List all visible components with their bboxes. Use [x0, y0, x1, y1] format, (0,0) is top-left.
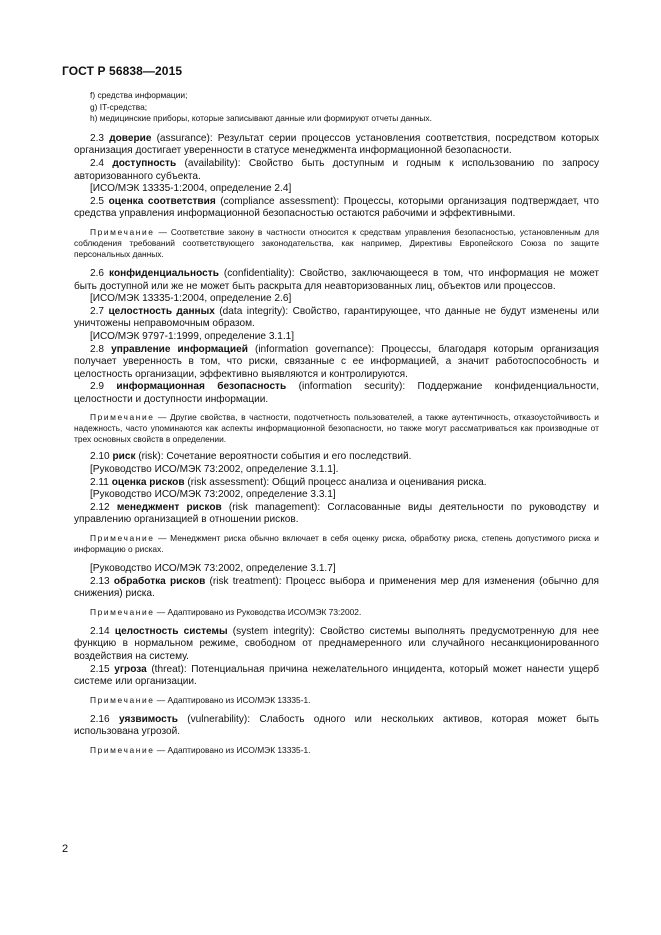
term-definition: (confidentiality): Свойство, заключающееся в том, что информация не может быть доступной или же не может быть раскрыта для неавторизованных лиц, объектов или процессов.: [74, 267, 599, 292]
term-name: доступность: [112, 157, 177, 169]
term-2-16: [74, 714, 599, 739]
page-number: 2: [62, 843, 69, 855]
note: [74, 227, 599, 260]
term-number: 2.11: [90, 476, 109, 488]
term-2-4: [74, 158, 599, 183]
note-label: Примечание: [90, 226, 155, 237]
term-definition: (risk treatment): Процесс выбора и применения мер для изменения (обычно для снижения) риска.: [74, 575, 600, 600]
term-definition: (data integrity): Свойство, гарантирующее, что данные не будут изменены или уничтожены неправомочным образом.: [74, 305, 599, 330]
term-2-10: [74, 451, 599, 464]
term-name: информационная безопасность: [116, 381, 287, 393]
term-2-9: [74, 381, 599, 406]
term-name: уязвимость: [118, 713, 178, 725]
term-definition: (information governance): Процессы, благодаря которым организация получает уверенность в том, что риски, связанные с ее информацией, а значит работоспособность и целостность организации, эффективно выявляются и контролируются.: [74, 343, 599, 380]
note: [74, 533, 599, 555]
term-definition: (information security): Поддержание конфиденциальности, целостности и доступности информации.: [74, 381, 599, 405]
term-number: 2.10: [90, 451, 110, 463]
term-number: 2.8: [90, 343, 105, 355]
term-number: 2.13: [90, 575, 110, 587]
term-name: доверие: [109, 132, 152, 144]
term-name: целостность системы: [114, 625, 228, 637]
term-number: 2.7: [90, 305, 105, 317]
term-name: оценка соответствия: [108, 195, 216, 207]
note: [74, 695, 599, 706]
term-definition: (risk assessment): Общий процесс анализа и оценивания риска.: [184, 476, 487, 488]
term-name: менеджмент рисков: [116, 501, 222, 513]
note-text: — Адаптировано из ИСО/МЭК 13335-1.: [154, 744, 311, 755]
list-item: f) средства информации;: [90, 90, 188, 100]
term-citation: [Руководство ИСО/МЭК 73:2002, определение 3.1.1].: [90, 464, 339, 476]
note: [74, 607, 599, 618]
term-number: 2.14: [90, 625, 110, 637]
term-2-15: [74, 664, 599, 689]
term-citation: [Руководство ИСО/МЭК 73:2002, определение 3.1.7]: [90, 563, 336, 575]
term-2-14: [74, 626, 599, 664]
term-definition: (availability): Свойство быть доступным и годным к использованию по запросу авторизованного субъекта.: [74, 157, 599, 182]
term-2-7: [74, 306, 599, 331]
term-number: 2.16: [90, 713, 110, 725]
term-citation: [ИСО/МЭК 13335-1:2004, определение 2.4]: [90, 183, 292, 195]
term-name: управление информацией: [111, 343, 248, 355]
term-definition: (risk management): Согласованные виды деятельности по руководству и управлению организацией в отношении рисков.: [74, 501, 599, 526]
term-number: 2.3: [90, 132, 105, 144]
term-number: 2.5: [90, 195, 105, 207]
note: [74, 745, 599, 756]
term-name: целостность данных: [108, 305, 215, 317]
term-citation: [Руководство ИСО/МЭК 73:2002, определение 3.3.1]: [90, 489, 336, 501]
note-label: Примечание: [90, 606, 155, 617]
term-definition: (compliance assessment): Процессы, которыми организация подтверждает, что средства управления информационной безопасностью остаются рабочими и эффективными.: [74, 195, 599, 220]
term-name: риск: [112, 451, 136, 463]
term-number: 2.15: [90, 663, 110, 675]
note-label: Примечание: [90, 694, 155, 705]
term-2-11: [74, 477, 599, 490]
term-number: 2.9: [90, 381, 105, 393]
note-label: Примечание: [90, 412, 155, 423]
term-number: 2.4: [90, 157, 105, 169]
note: [74, 412, 599, 445]
term-name: угроза: [114, 663, 147, 675]
note-text: — Менеджмент риска обычно включает в себя оценку риска, обработку риска, степень допустимого риска и информацию о рисках.: [74, 533, 599, 555]
term-2-3: [74, 133, 599, 158]
note-text: — Адаптировано из Руководства ИСО/МЭК 73:2002.: [154, 606, 362, 617]
list-item: h) медицинские приборы, которые записывают данные или формируют отчеты данных.: [90, 113, 432, 124]
term-2-6: [74, 268, 599, 293]
term-2-12: [74, 502, 599, 527]
term-definition: (vulnerability): Слабость одного или нескольких активов, которая может быть использована угрозой.: [74, 713, 599, 738]
list-item: g) IT-средства;: [90, 101, 148, 112]
document-header: ГОСТ Р 56838—2015: [62, 64, 183, 78]
term-number: 2.6: [90, 267, 105, 279]
term-name: оценка рисков: [111, 476, 185, 488]
term-number: 2.12: [90, 501, 110, 513]
term-2-5: [74, 196, 599, 221]
term-definition: (assurance): Результат серии процессов установления соответствия, посредством которых организация достигает уверенности в статусе менеджмента информационной безопасности.: [74, 132, 600, 157]
term-name: конфиденциальность: [109, 267, 219, 279]
term-2-13: [74, 576, 599, 601]
term-citation: [ИСО/МЭК 13335-1:2004, определение 2.6]: [90, 293, 292, 305]
note-text: — Соответствие закону в частности относится к средствам управления безопасностью, установленным для соблюдения требований соответствующего законодательства, как например, Директивы Европейского Союза по защите персональных данных.: [74, 226, 599, 259]
term-2-8: [74, 344, 599, 382]
term-definition: (threat): Потенциальная причина нежелательного инцидента, который может нанести ущерб системе или организации.: [74, 663, 599, 688]
term-citation: [ИСО/МЭК 9797-1:1999, определение 3.1.1]: [90, 330, 295, 342]
term-definition: (system integrity): Свойство системы выполнять предусмотренную для нее функцию в нормальном режиме, свободном от преднамеренного или случайного несанкционированного воздействия на систему.: [74, 625, 600, 662]
note-label: Примечание: [90, 533, 155, 544]
term-definition: (risk): Сочетание вероятности события и его последствий.: [135, 451, 412, 463]
document-body: [74, 90, 599, 756]
note-label: Примечание: [90, 744, 155, 755]
note-text: — Другие свойства, в частности, подотчетность пользователей, а также аутентичность, отказоустойчивость и надежность, часто упоминаются как аспекты информационной безопасности, но также могут рассматриваться как производные от трех основных свойств в определении.: [74, 412, 599, 445]
note-text: — Адаптировано из ИСО/МЭК 13335-1.: [154, 694, 311, 705]
term-name: обработка рисков: [113, 575, 206, 587]
